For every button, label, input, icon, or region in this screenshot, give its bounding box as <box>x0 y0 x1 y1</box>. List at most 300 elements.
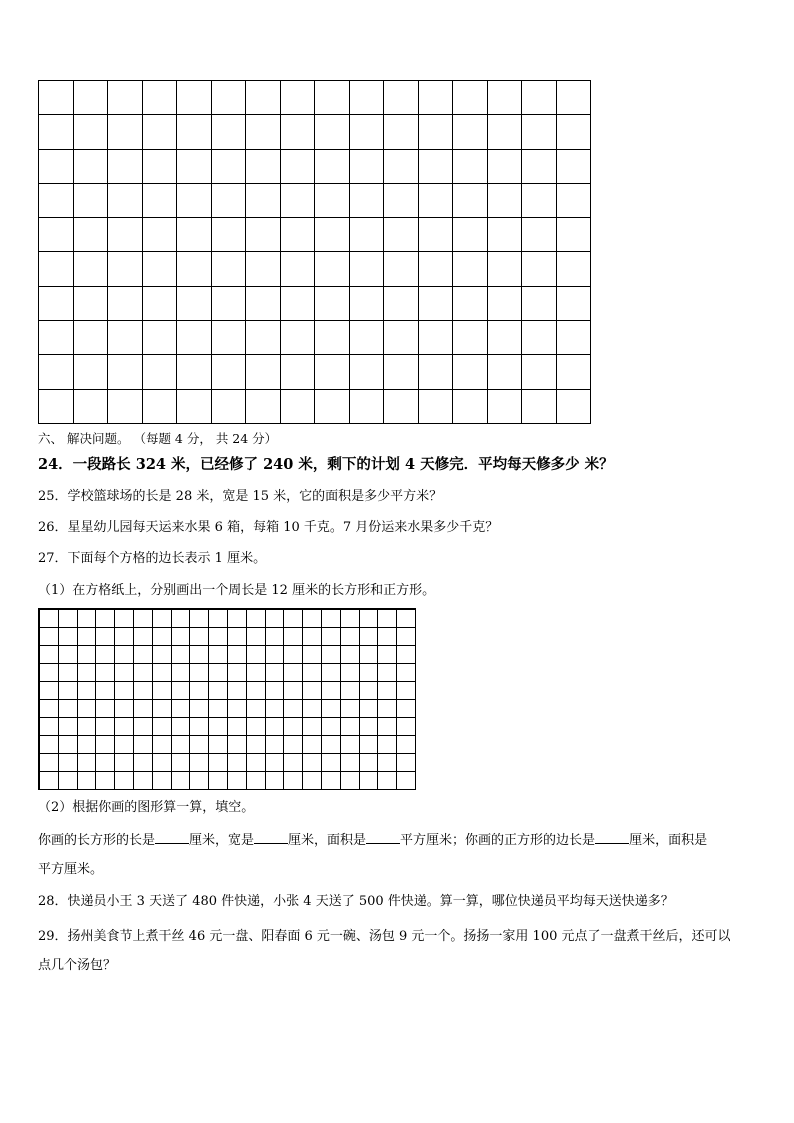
grid-cell <box>143 252 178 286</box>
grid-paper-cell <box>96 736 115 754</box>
grid-cell <box>522 218 557 252</box>
grid-cell <box>281 390 316 424</box>
grid-paper-cell <box>322 772 341 790</box>
grid-cell <box>350 81 385 115</box>
grid-paper-cell <box>78 610 97 628</box>
grid-cell <box>453 81 488 115</box>
grid-cell <box>246 355 281 389</box>
grid-paper-cell <box>59 754 78 772</box>
grid-cell <box>281 355 316 389</box>
grid-paper-cell <box>247 628 266 646</box>
grid-paper-cell <box>247 736 266 754</box>
grid-cell <box>488 287 523 321</box>
grid-paper-cell <box>378 628 397 646</box>
grid-cell <box>488 81 523 115</box>
grid-paper-cell <box>341 700 360 718</box>
grid-paper-cell <box>247 682 266 700</box>
grid-paper-cell <box>266 700 285 718</box>
grid-paper-cell <box>134 682 153 700</box>
grid-paper-cell <box>172 718 191 736</box>
grid-paper-cell <box>153 754 172 772</box>
grid-paper-cell <box>40 646 59 664</box>
rect-length-blank[interactable] <box>155 831 189 844</box>
grid-cell <box>246 287 281 321</box>
grid-cell <box>281 321 316 355</box>
grid-cell <box>74 321 109 355</box>
grid-paper-cell <box>303 664 322 682</box>
grid-cell <box>177 252 212 286</box>
grid-cell <box>143 184 178 218</box>
grid-cell <box>177 184 212 218</box>
grid-paper-cell <box>40 628 59 646</box>
grid-cell <box>74 115 109 149</box>
grid-paper-cell <box>228 772 247 790</box>
grid-cell <box>177 321 212 355</box>
grid-paper-cell <box>360 682 379 700</box>
grid-paper-cell <box>40 718 59 736</box>
grid-paper-cell <box>341 610 360 628</box>
grid-cell <box>74 81 109 115</box>
grid-paper-cell <box>209 700 228 718</box>
grid-paper-cell <box>228 646 247 664</box>
grid-paper-cell <box>134 700 153 718</box>
grid-paper-cell <box>284 718 303 736</box>
grid-paper-cell <box>266 682 285 700</box>
grid-cell <box>522 184 557 218</box>
grid-cell <box>384 321 419 355</box>
grid-cell <box>74 218 109 252</box>
grid-paper-cell <box>190 754 209 772</box>
question-29-line-1: 29．扬州美食节上煮干丝 46 元一盘、阳春面 6 元一碗、汤包 9 元一个。扬扬一家用 100 元点了一盘煮干丝后，还可以 <box>38 929 731 944</box>
grid-cell <box>108 184 143 218</box>
grid-cell <box>557 115 592 149</box>
answer-grid-top <box>38 80 591 424</box>
grid-paper-cell <box>284 772 303 790</box>
grid-paper-cell <box>284 664 303 682</box>
grid-cell <box>143 355 178 389</box>
grid-paper-cell <box>153 664 172 682</box>
question-27: 27．下面每个方格的边长表示 1 厘米。 <box>38 551 267 566</box>
grid-cell <box>108 355 143 389</box>
grid-paper-cell <box>134 664 153 682</box>
question-27-part-1: （1）在方格纸上，分别画出一个周长是 12 厘米的长方形和正方形。 <box>38 583 436 598</box>
grid-paper-cell <box>59 646 78 664</box>
grid-paper-cell <box>115 718 134 736</box>
grid-paper-cell <box>247 718 266 736</box>
grid-paper-cell <box>228 682 247 700</box>
grid-cell <box>39 355 74 389</box>
grid-paper-cell <box>40 754 59 772</box>
grid-paper-cell <box>228 628 247 646</box>
question-27-fill-line-2 <box>38 861 103 879</box>
grid-paper-cell <box>209 718 228 736</box>
grid-paper-cell <box>360 754 379 772</box>
grid-cell <box>419 218 454 252</box>
grid-cell <box>108 150 143 184</box>
grid-paper-cell <box>115 610 134 628</box>
grid-cell <box>39 218 74 252</box>
grid-cell <box>384 390 419 424</box>
grid-paper-cell <box>378 700 397 718</box>
grid-paper-cell <box>40 610 59 628</box>
grid-cell <box>419 252 454 286</box>
grid-cell <box>212 115 247 149</box>
grid-paper-cell <box>172 754 191 772</box>
grid-paper-cell <box>322 700 341 718</box>
grid-cell <box>212 150 247 184</box>
grid-paper-cell <box>303 718 322 736</box>
grid-paper-cell <box>96 718 115 736</box>
grid-paper-cell <box>397 646 416 664</box>
grid-cell <box>315 355 350 389</box>
grid-cell <box>453 355 488 389</box>
grid-paper-cell <box>247 646 266 664</box>
grid-cell <box>212 252 247 286</box>
grid-paper-cell <box>322 682 341 700</box>
grid-cell <box>453 184 488 218</box>
grid-paper-cell <box>78 682 97 700</box>
grid-paper-cell <box>153 718 172 736</box>
grid-paper-cell <box>59 700 78 718</box>
grid-paper-cell <box>266 646 285 664</box>
grid-paper-cell <box>378 772 397 790</box>
grid-cell <box>246 252 281 286</box>
grid-cell <box>419 321 454 355</box>
grid-cell <box>281 81 316 115</box>
question-24: 24．一段路长 324 米，已经修了 240 米，剩下的计划 4 天修完．平均每天修多少 米？ <box>38 456 614 473</box>
grid-cell <box>350 252 385 286</box>
grid-paper-cell <box>322 664 341 682</box>
grid-paper-cell <box>78 718 97 736</box>
grid-cell <box>39 390 74 424</box>
grid-cell <box>557 287 592 321</box>
grid-paper-cell <box>284 736 303 754</box>
grid-cell <box>177 81 212 115</box>
grid-paper-cell <box>397 628 416 646</box>
grid-cell <box>419 355 454 389</box>
grid-paper-cell <box>172 664 191 682</box>
grid-paper-cell <box>397 754 416 772</box>
grid-cell <box>488 218 523 252</box>
grid-paper-cell <box>284 628 303 646</box>
grid-paper-cell <box>322 646 341 664</box>
grid-paper-cell <box>190 718 209 736</box>
grid-cell <box>350 321 385 355</box>
grid-paper-cell <box>172 682 191 700</box>
grid-paper-cell <box>59 610 78 628</box>
square-grid-paper <box>38 608 416 790</box>
grid-paper-cell <box>172 646 191 664</box>
grid-cell <box>453 321 488 355</box>
grid-cell <box>143 321 178 355</box>
grid-paper-cell <box>322 628 341 646</box>
grid-cell <box>384 81 419 115</box>
grid-paper-cell <box>228 700 247 718</box>
grid-paper-cell <box>190 664 209 682</box>
grid-cell <box>453 252 488 286</box>
grid-cell <box>350 150 385 184</box>
grid-paper-cell <box>303 628 322 646</box>
grid-paper-cell <box>134 718 153 736</box>
grid-cell <box>453 390 488 424</box>
grid-paper-cell <box>59 664 78 682</box>
fill-text-1: 你画的长方形的长是 <box>38 833 156 848</box>
grid-paper-cell <box>247 664 266 682</box>
grid-cell <box>108 287 143 321</box>
grid-cell <box>419 287 454 321</box>
grid-paper-cell <box>190 646 209 664</box>
grid-cell <box>419 115 454 149</box>
question-27-part-2: （2）根据你画的图形算一算，填空。 <box>38 800 255 815</box>
grid-paper-cell <box>341 736 360 754</box>
grid-paper-cell <box>303 610 322 628</box>
grid-cell <box>522 252 557 286</box>
grid-cell <box>488 184 523 218</box>
fill-text-4: 平方厘米；你画的正方形的边长是 <box>400 833 596 848</box>
grid-cell <box>143 150 178 184</box>
grid-paper-cell <box>115 736 134 754</box>
grid-paper-cell <box>284 682 303 700</box>
grid-paper-cell <box>96 772 115 790</box>
grid-paper-cell <box>247 772 266 790</box>
grid-cell <box>384 252 419 286</box>
grid-cell <box>384 150 419 184</box>
grid-paper-cell <box>209 646 228 664</box>
grid-cell <box>557 81 592 115</box>
grid-paper-cell <box>266 628 285 646</box>
grid-cell <box>108 252 143 286</box>
grid-paper-cell <box>153 610 172 628</box>
grid-paper-cell <box>190 610 209 628</box>
grid-cell <box>74 150 109 184</box>
question-26: 26．星星幼儿园每天运来水果 6 箱，每箱 10 千克。7 月份运来水果多少千克？ <box>38 520 499 535</box>
grid-cell <box>74 287 109 321</box>
grid-cell <box>74 390 109 424</box>
grid-paper-cell <box>134 610 153 628</box>
grid-paper-cell <box>153 628 172 646</box>
grid-cell <box>453 115 488 149</box>
grid-paper-cell <box>360 646 379 664</box>
grid-paper-cell <box>378 610 397 628</box>
grid-paper-cell <box>284 754 303 772</box>
grid-paper-cell <box>397 718 416 736</box>
grid-paper-cell <box>341 646 360 664</box>
grid-paper-cell <box>378 664 397 682</box>
grid-paper-cell <box>397 664 416 682</box>
grid-cell <box>74 252 109 286</box>
grid-paper-cell <box>209 610 228 628</box>
grid-paper-cell <box>78 754 97 772</box>
grid-paper-cell <box>247 754 266 772</box>
grid-paper-cell <box>78 736 97 754</box>
grid-paper-cell <box>134 736 153 754</box>
grid-cell <box>212 355 247 389</box>
grid-paper-cell <box>284 646 303 664</box>
grid-paper-cell <box>322 610 341 628</box>
grid-cell <box>488 150 523 184</box>
grid-cell <box>557 390 592 424</box>
grid-paper-cell <box>209 664 228 682</box>
grid-paper-cell <box>96 700 115 718</box>
grid-cell <box>74 184 109 218</box>
grid-cell <box>39 81 74 115</box>
grid-cell <box>350 115 385 149</box>
grid-paper-cell <box>96 610 115 628</box>
rect-area-blank[interactable] <box>366 831 400 844</box>
grid-cell <box>108 321 143 355</box>
grid-cell <box>143 81 178 115</box>
grid-paper-cell <box>209 772 228 790</box>
grid-cell <box>419 81 454 115</box>
grid-paper-cell <box>360 664 379 682</box>
grid-paper-cell <box>303 700 322 718</box>
grid-cell <box>143 390 178 424</box>
grid-paper-cell <box>115 646 134 664</box>
question-27-fill-line <box>38 831 707 850</box>
grid-paper-cell <box>360 610 379 628</box>
grid-paper-cell <box>190 628 209 646</box>
grid-cell <box>488 355 523 389</box>
grid-paper-cell <box>134 772 153 790</box>
grid-paper-cell <box>341 682 360 700</box>
grid-paper-cell <box>266 610 285 628</box>
grid-cell <box>557 218 592 252</box>
grid-paper-cell <box>40 772 59 790</box>
grid-cell <box>39 321 74 355</box>
grid-cell <box>315 321 350 355</box>
grid-paper-cell <box>153 772 172 790</box>
grid-paper-cell <box>303 772 322 790</box>
grid-paper-cell <box>153 682 172 700</box>
grid-cell <box>212 184 247 218</box>
grid-cell <box>143 115 178 149</box>
grid-cell <box>108 81 143 115</box>
grid-cell <box>557 252 592 286</box>
grid-cell <box>246 81 281 115</box>
grid-paper-cell <box>360 772 379 790</box>
grid-cell <box>453 150 488 184</box>
grid-paper-cell <box>360 736 379 754</box>
grid-cell <box>384 184 419 218</box>
fill-text-5: 厘米，面积是 <box>629 833 708 848</box>
grid-paper-cell <box>360 700 379 718</box>
grid-paper-cell <box>96 754 115 772</box>
grid-cell <box>557 355 592 389</box>
grid-paper-cell <box>303 754 322 772</box>
grid-cell <box>212 81 247 115</box>
grid-paper-cell <box>341 754 360 772</box>
grid-cell <box>350 218 385 252</box>
grid-cell <box>177 390 212 424</box>
grid-paper-cell <box>78 772 97 790</box>
grid-paper-cell <box>378 736 397 754</box>
grid-paper-cell <box>209 682 228 700</box>
grid-cell <box>350 355 385 389</box>
grid-cell <box>39 184 74 218</box>
grid-paper-cell <box>322 718 341 736</box>
grid-paper-cell <box>172 610 191 628</box>
grid-cell <box>246 321 281 355</box>
grid-cell <box>488 115 523 149</box>
fill-text-2: 厘米，宽是 <box>189 833 255 848</box>
grid-cell <box>212 218 247 252</box>
grid-paper-cell <box>115 682 134 700</box>
grid-cell <box>488 252 523 286</box>
grid-cell <box>557 150 592 184</box>
grid-paper-cell <box>228 754 247 772</box>
grid-paper-cell <box>96 682 115 700</box>
grid-paper-cell <box>153 646 172 664</box>
grid-cell <box>384 287 419 321</box>
grid-paper-cell <box>40 682 59 700</box>
grid-cell <box>522 150 557 184</box>
grid-cell <box>350 287 385 321</box>
grid-cell <box>419 150 454 184</box>
grid-cell <box>212 390 247 424</box>
grid-paper-cell <box>115 754 134 772</box>
grid-paper-cell <box>378 754 397 772</box>
grid-cell <box>39 252 74 286</box>
grid-paper-cell <box>172 736 191 754</box>
grid-cell <box>177 218 212 252</box>
grid-paper-cell <box>59 718 78 736</box>
grid-paper-cell <box>172 700 191 718</box>
grid-paper-cell <box>341 772 360 790</box>
question-25: 25．学校篮球场的长是 28 米，宽是 15 米，它的面积是多少平方米？ <box>38 489 443 504</box>
grid-cell <box>246 115 281 149</box>
fill-text-6: 平方厘米。 <box>38 862 104 877</box>
grid-cell <box>384 115 419 149</box>
question-28: 28．快递员小王 3 天送了 480 件快递，小张 4 天送了 500 件快递。算一算，哪位快递员平均每天送快递多？ <box>38 894 674 909</box>
grid-paper-cell <box>78 646 97 664</box>
grid-paper-cell <box>360 628 379 646</box>
grid-cell <box>281 150 316 184</box>
grid-cell <box>419 184 454 218</box>
square-side-blank[interactable] <box>595 831 629 844</box>
grid-cell <box>177 287 212 321</box>
grid-cell <box>281 287 316 321</box>
grid-cell <box>74 355 109 389</box>
grid-cell <box>419 390 454 424</box>
grid-paper-cell <box>397 700 416 718</box>
grid-cell <box>522 81 557 115</box>
grid-paper-cell <box>134 628 153 646</box>
grid-cell <box>177 115 212 149</box>
grid-paper-cell <box>59 628 78 646</box>
grid-cell <box>177 355 212 389</box>
grid-paper-cell <box>96 646 115 664</box>
grid-cell <box>143 287 178 321</box>
grid-cell <box>281 218 316 252</box>
grid-paper-cell <box>341 628 360 646</box>
grid-paper-cell <box>397 682 416 700</box>
grid-cell <box>177 150 212 184</box>
grid-paper-cell <box>360 718 379 736</box>
grid-cell <box>246 184 281 218</box>
grid-paper-cell <box>59 736 78 754</box>
grid-paper-cell <box>40 700 59 718</box>
grid-paper-cell <box>153 700 172 718</box>
grid-paper-cell <box>341 664 360 682</box>
grid-cell <box>39 115 74 149</box>
grid-paper-cell <box>228 610 247 628</box>
rect-width-blank[interactable] <box>254 831 288 844</box>
grid-paper-cell <box>96 628 115 646</box>
grid-paper-cell <box>115 664 134 682</box>
grid-paper-cell <box>397 610 416 628</box>
grid-cell <box>488 321 523 355</box>
grid-paper-cell <box>40 664 59 682</box>
